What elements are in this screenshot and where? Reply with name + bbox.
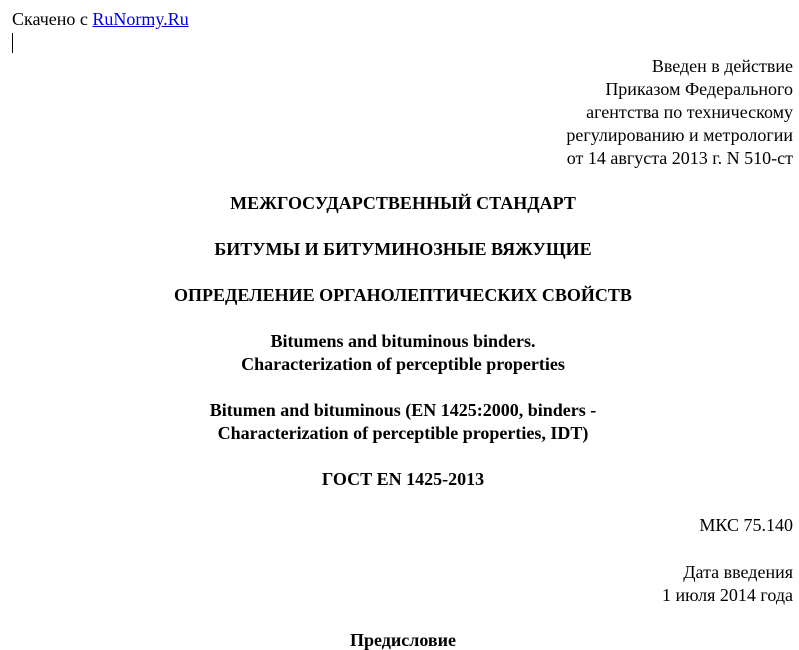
introduction-date (662, 561, 793, 607)
preface-heading: Предисловие (350, 630, 456, 650)
standard-title-heading: БИТУМЫ И БИТУМИНОЗНЫЕ ВЯЖУЩИЕ (214, 239, 592, 259)
english-title-reference (0, 399, 799, 445)
introduction-date-label: Дата введения (683, 562, 793, 582)
text-caret (12, 33, 13, 53)
decree-line: агентства по техническому (586, 102, 793, 122)
decree-line: регулированию и метрологии (566, 125, 793, 145)
gost-code: ГОСТ EN 1425-2013 (321, 469, 485, 489)
english-title-line: Bitumens and bituminous binders. (270, 331, 536, 351)
runormy-link[interactable]: RuNormy.Ru (92, 9, 189, 29)
download-source-prefix: Скачено с (12, 9, 93, 29)
standard-subtitle-heading: ОПРЕДЕЛЕНИЕ ОРГАНОЛЕПТИЧЕСКИХ СВОЙСТВ (174, 285, 632, 305)
english-title (0, 330, 799, 376)
mks-code: МКС 75.140 (699, 515, 793, 535)
decree-line: Приказом Федерального (605, 79, 793, 99)
decree-line: Введен в действие (651, 56, 793, 76)
introduction-date-value: 1 июля 2014 года (662, 585, 793, 605)
decree-block (566, 55, 793, 170)
english-title-reference-line: Bitumen and bituminous (EN 1425:2000, binders - (209, 400, 597, 420)
decree-line: от 14 августа 2013 г. N 510-ст (566, 148, 793, 168)
english-title-reference-line: Characterization of perceptible properties, IDT) (217, 423, 589, 443)
standard-type-heading: МЕЖГОСУДАРСТВЕННЫЙ СТАНДАРТ (230, 193, 576, 213)
download-source-line (12, 8, 189, 31)
english-title-line: Characterization of perceptible properties (241, 354, 565, 374)
